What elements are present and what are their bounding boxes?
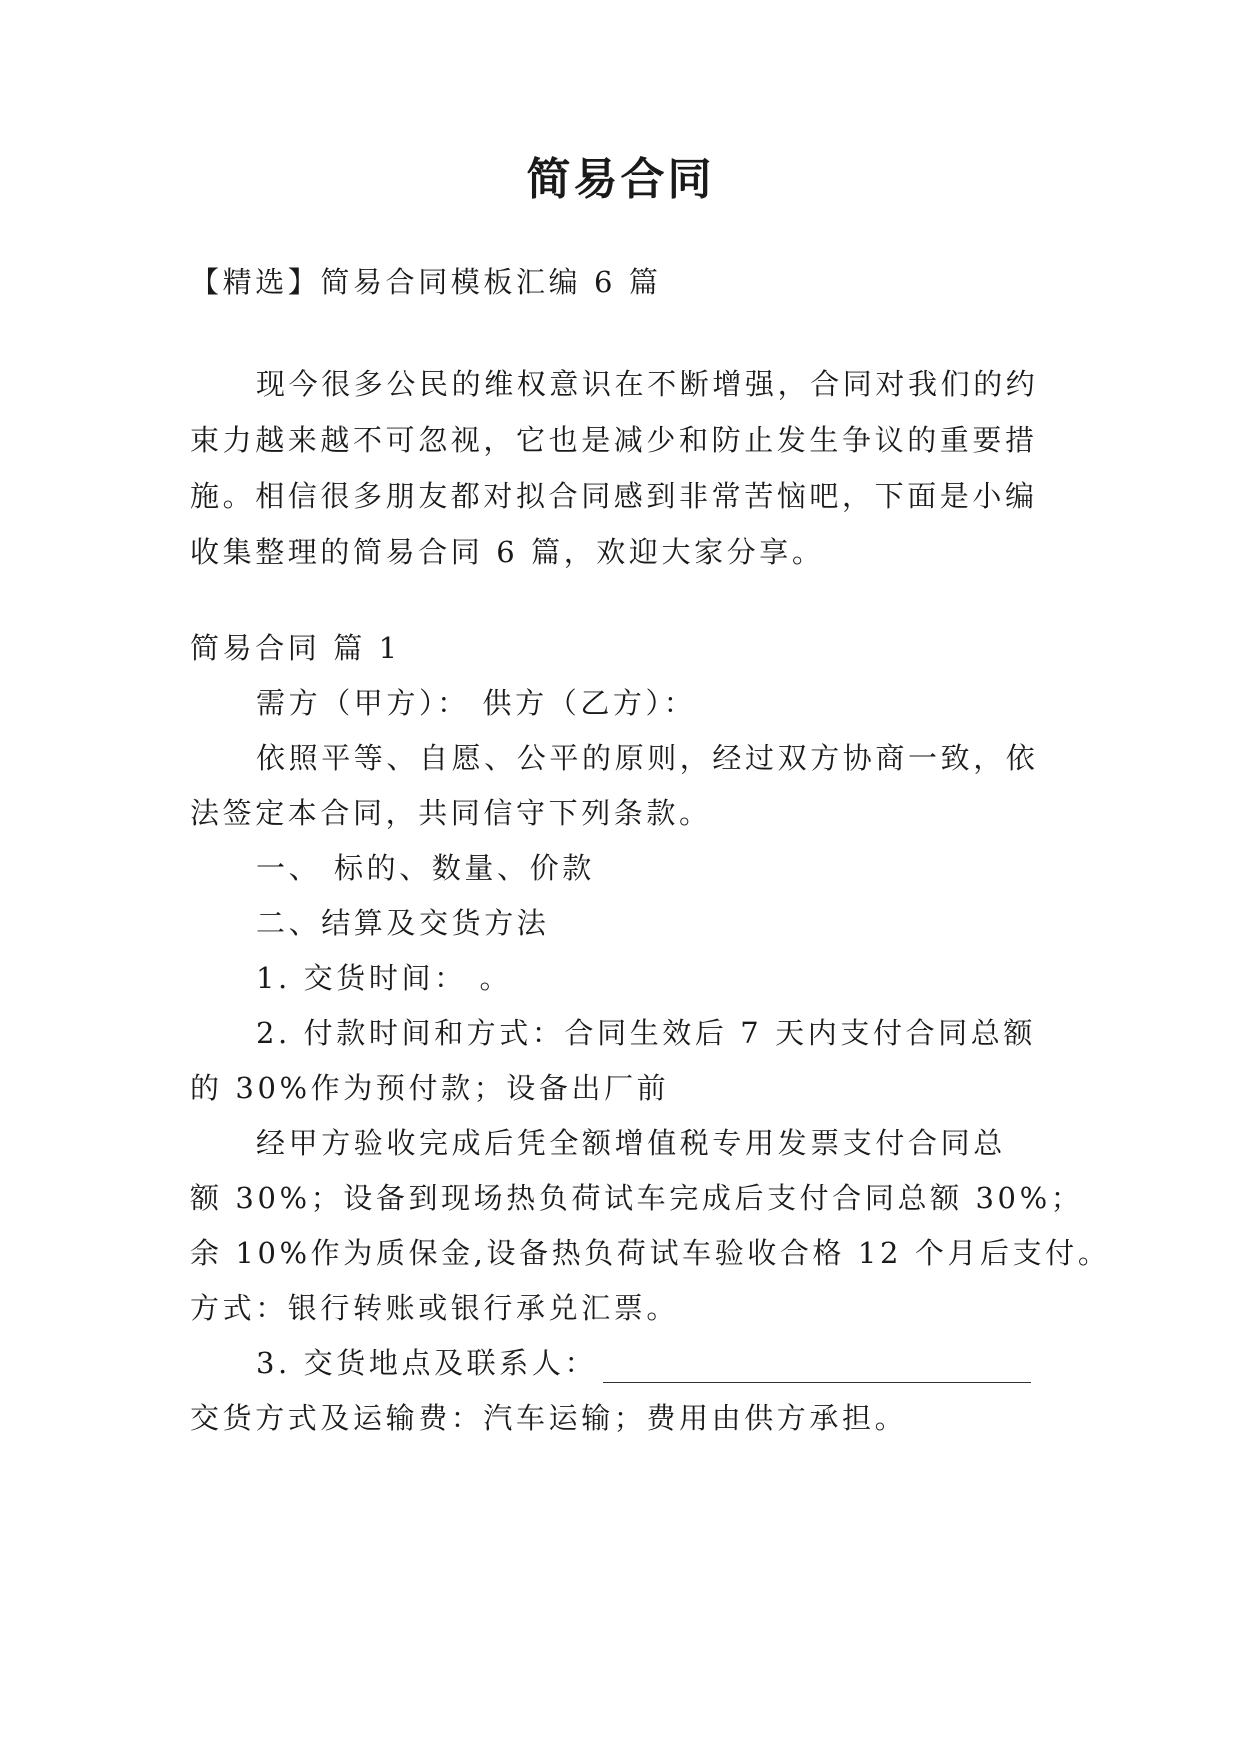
acceptance-line: 方式：银行转账或银行承兑汇票。 (190, 1291, 680, 1325)
clause-item-one: 一、 标的、数量、价款 (256, 851, 595, 885)
acceptance-line: 额 30%；设备到现场热负荷试车完成后支付合同总额 30%； (190, 1181, 1084, 1215)
document-title: 简易合同 (526, 154, 715, 205)
document-subtitle: 【精选】简易合同模板汇编 6 篇 (190, 265, 662, 299)
intro-line: 束力越来越不可忽视，它也是减少和防止发生争议的重要措 (190, 423, 1038, 457)
transport-line: 交货方式及运输费：汽车运输；费用由供方承担。 (190, 1401, 908, 1435)
fill-in-blank (603, 1352, 1031, 1383)
delivery-place-label: 3. 交货地点及联系人： (256, 1346, 598, 1380)
payment-line: 的 30%作为预付款；设备出厂前 (190, 1071, 670, 1105)
delivery-place-row (256, 1343, 1050, 1383)
acceptance-line: 经甲方验收完成后凭全额增值税专用发票支付合同总 (256, 1126, 1006, 1160)
parties-line: 需方（甲方）： 供方（乙方）： (256, 686, 697, 720)
section-heading: 简易合同 篇 1 (190, 631, 401, 665)
delivery-time: 1. 交货时间： 。 (256, 961, 513, 995)
acceptance-line: 余 10%作为质保金,设备热负荷试车验收合格 12 个月后支付。 (190, 1236, 1111, 1270)
clause-item-two: 二、结算及交货方法 (256, 906, 550, 940)
principle-line: 依照平等、自愿、公平的原则，经过双方协商一致，依 (256, 741, 1039, 775)
intro-line: 收集整理的简易合同 6 篇，欢迎大家分享。 (190, 535, 825, 569)
intro-line: 施。相信很多朋友都对拟合同感到非常苦恼吧，下面是小编 (190, 479, 1038, 513)
principle-line: 法签定本合同，共同信守下列条款。 (190, 796, 712, 830)
intro-line: 现今很多公民的维权意识在不断增强，合同对我们的约 (256, 367, 1039, 401)
payment-line: 2. 付款时间和方式：合同生效后 7 天内支付合同总额 (256, 1016, 1036, 1050)
